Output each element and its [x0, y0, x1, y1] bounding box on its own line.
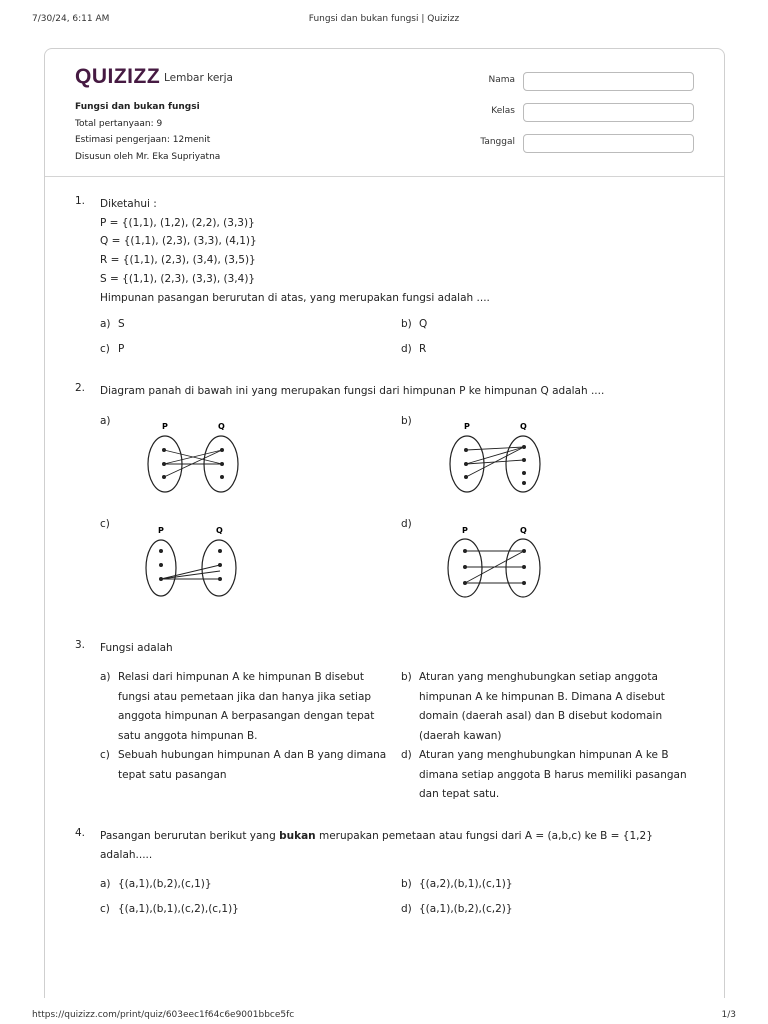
author: Disusun oleh Mr. Eka Supriyatna	[75, 151, 221, 162]
option-letter: a)	[100, 318, 111, 330]
class-label: Kelas	[491, 106, 515, 116]
question-number: 3.	[75, 639, 86, 651]
option-text: Sebuah hubungan himpunan A dan B yang dimana tepat satu pasangan	[118, 749, 387, 781]
set-p-label: P	[158, 526, 164, 535]
question-number: 2.	[75, 382, 86, 394]
question-line: P = {(1,1), (1,2), (2,2), (3,3)}	[100, 216, 255, 229]
option-text: {(a,1),(b,1),(c,2),(c,1)}	[118, 903, 239, 915]
question-line: R = {(1,1), (2,3), (3,4), (3,5)}	[100, 254, 256, 267]
sheet-type: Lembar kerja	[164, 72, 233, 84]
arrow-diagram-d	[442, 521, 552, 601]
worksheet	[44, 48, 725, 998]
question-text: Diagram panah di bawah ini yang merupakan fungsi dari himpunan P ke himpunan Q adalah ....	[100, 385, 605, 397]
option-letter: c)	[100, 749, 110, 761]
question-text-part: merupakan pemetaan atau fungsi dari A = (a,b,c) ke B = {1,2} adalah.....	[100, 830, 653, 861]
option-letter: c)	[100, 903, 110, 915]
set-q-label: Q	[520, 526, 527, 535]
page-number: 1/3	[721, 1010, 736, 1020]
quiz-title: Fungsi dan bukan fungsi	[75, 102, 200, 112]
option-text: Aturan yang menghubungkan himpunan A ke B dimana setiap anggota B harus memiliki pasangan dan tepat satu.	[419, 749, 687, 800]
option-letter: d)	[401, 518, 412, 530]
option-letter: d)	[401, 343, 412, 355]
date-field[interactable]	[523, 134, 694, 153]
set-q-label: Q	[218, 422, 225, 431]
arrow-diagram-a	[140, 417, 250, 497]
option-text: S	[118, 318, 125, 330]
print-title: Fungsi dan bukan fungsi | Quizizz	[308, 14, 460, 24]
set-p-label: P	[462, 526, 468, 535]
date-label: Tanggal	[480, 137, 515, 147]
arrow-diagram-b	[442, 417, 552, 497]
question-line: Himpunan pasangan berurutan di atas, yang merupakan fungsi adalah ....	[100, 291, 490, 304]
question-line: Q = {(1,1), (2,3), (3,3), (4,1)}	[100, 235, 257, 248]
option-text: {(a,2),(b,1),(c,1)}	[419, 878, 513, 890]
option-letter: a)	[100, 415, 111, 427]
option-letter: b)	[401, 878, 412, 890]
question-text	[100, 195, 690, 307]
class-field[interactable]	[523, 103, 694, 122]
option-letter: b)	[401, 318, 412, 330]
arrow-diagram-c	[140, 521, 250, 601]
set-p-label: P	[464, 422, 470, 431]
print-date: 7/30/24, 6:11 AM	[32, 14, 110, 24]
question-line: Diketahui :	[100, 198, 157, 210]
option-text: Aturan yang menghubungkan setiap anggota himpunan A ke himpunan B. Dimana A disebut domain (daerah asal) dan B disebut kodomain (daerah kawan)	[419, 671, 665, 742]
time-estimate: Estimasi pengerjaan: 12menit	[75, 135, 211, 145]
set-q-label: Q	[520, 422, 527, 431]
option-letter: a)	[100, 878, 111, 890]
set-q-label: Q	[216, 526, 223, 535]
worksheet-header	[45, 49, 725, 177]
question-text-part: Pasangan berurutan berikut yang	[100, 830, 280, 842]
option-text: R	[419, 343, 427, 355]
option-text: {(a,1),(b,2),(c,2)}	[419, 903, 513, 915]
option-letter: a)	[100, 671, 111, 683]
quiz-meta	[75, 99, 220, 165]
option-letter: c)	[100, 518, 110, 530]
option-letter: b)	[401, 415, 412, 427]
set-p-ellipse	[146, 540, 176, 596]
set-p-label: P	[162, 422, 168, 431]
total-questions: Total pertanyaan: 9	[75, 118, 163, 129]
name-field[interactable]	[523, 72, 694, 91]
option-text: P	[118, 343, 125, 355]
question-keyword: bukan	[279, 830, 316, 842]
name-label: Nama	[488, 75, 515, 85]
option-text: {(a,1),(b,2),(c,1)}	[118, 878, 212, 890]
question-number: 1.	[75, 195, 86, 207]
question-line: S = {(1,1), (2,3), (3,3), (3,4)}	[100, 272, 256, 285]
quizizz-logo: QUIZIZZ	[75, 65, 161, 88]
option-letter: b)	[401, 671, 412, 683]
option-letter: c)	[100, 343, 110, 355]
option-text: Relasi dari himpunan A ke himpunan B disebut fungsi atau pemetaan jika dan hanya jika setiap anggota himpunan A berpasangan dengan tepat satu anggota himpunan B.	[118, 671, 375, 742]
question-text: Fungsi adalah	[100, 642, 173, 654]
question-number: 4.	[75, 827, 86, 839]
print-url[interactable]: https://quizizz.com/print/quiz/603eec1f64c6e9001bbce5fc	[32, 1010, 295, 1020]
option-letter: d)	[401, 903, 412, 915]
question-text	[100, 827, 690, 864]
option-text: Q	[419, 318, 428, 330]
option-letter: d)	[401, 749, 412, 761]
